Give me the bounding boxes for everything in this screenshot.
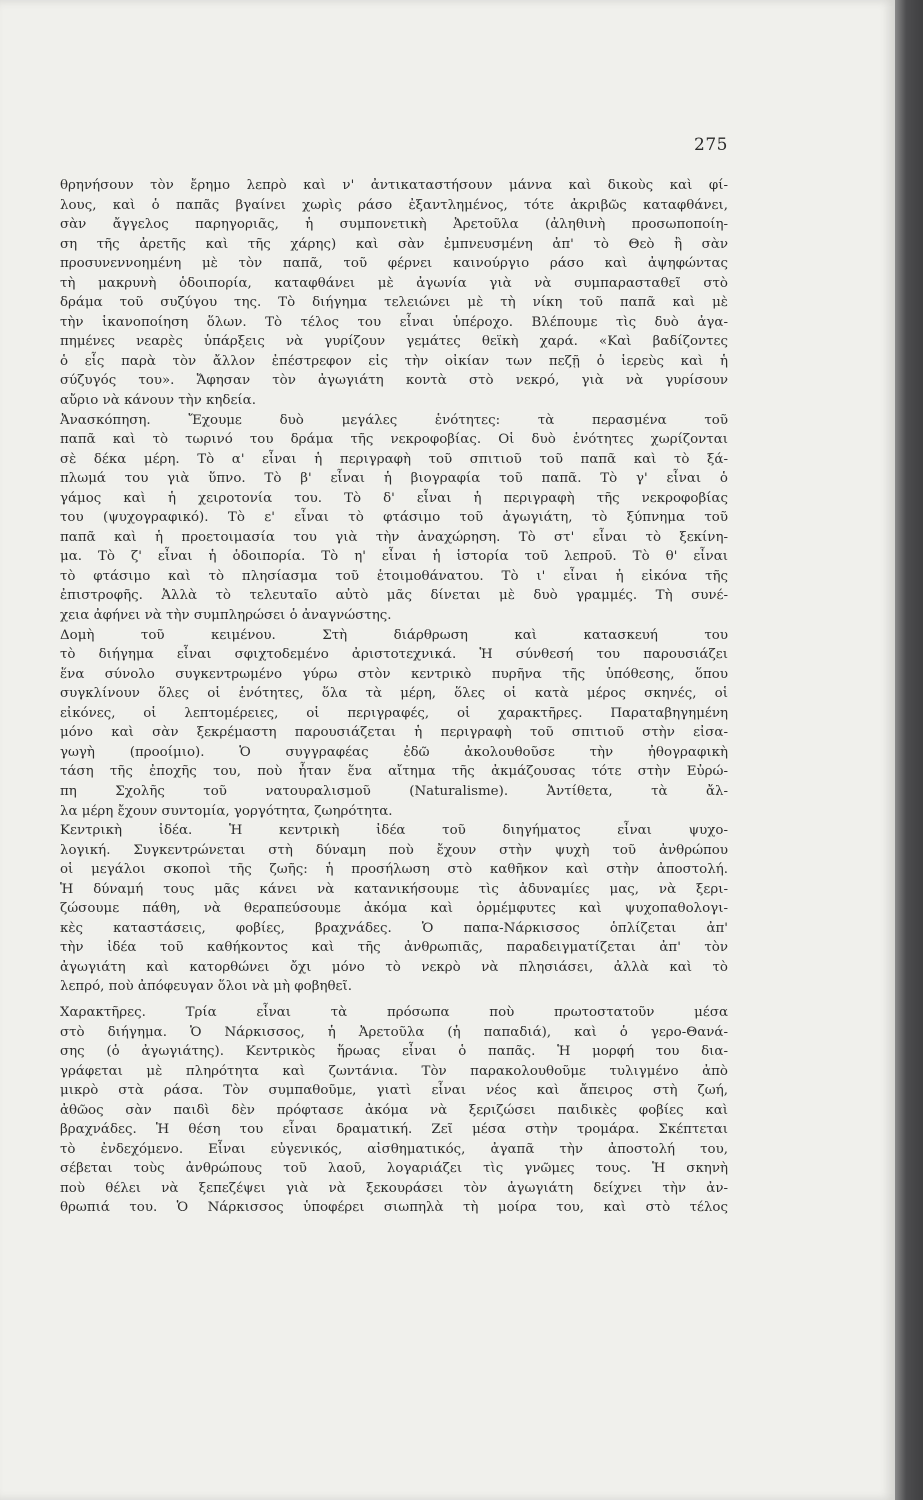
text-line: χεια ἀφήνει νὰ τὴν συμπληρώσει ὁ ἀναγνώστης.: [60, 608, 392, 624]
text-line: τὴν ἱκανοποίηση ὅλων. Τὸ τέλος του εἶναι ὑπέροχο. Βλέπουμε τὶς δυὸ ἀγα-: [60, 314, 728, 330]
text-line: γωγὴ (προοίμιο). Ὁ συγγραφέας ἐδῶ ἀκολουθοῦσε τὴν ἠθογραφικὴ: [60, 744, 728, 760]
text-line: πη Σχολῆς τοῦ νατουραλισμοῦ (Naturalisme). Ἀντίθετα, τὰ ἄλ-: [60, 783, 728, 799]
text-line: σης (ὁ ἀγωγιάτης). Κεντρικὸς ἥρωας εἶναι ὁ παπᾶς. Ἡ μορφή του δια-: [60, 1044, 728, 1060]
page-edge-shadow: [895, 0, 923, 1500]
text-line: τὸ διήγημα εἶναι σφιχτοδεμένο ἀριστοτεχνικά. Ἡ σύνθεσή του παρουσιάζει: [60, 647, 728, 663]
section-heading-line: Χαρακτῆρες. Τρία εἶναι τὰ πρόσωπα ποὺ πρωτοστατοῦν μέσα: [60, 1004, 728, 1020]
text-line: ζώσουμε πάθη, νὰ θεραπεύσουμε ἀκόμα καὶ ὁρμέμφυτες καὶ ψυχοπαθολογι-: [60, 901, 728, 917]
text-line: θρωπιά του. Ὁ Νάρκισσος ὑποφέρει σιωπηλὰ τὴ μοίρα του, καὶ στὸ τέλος: [60, 1200, 728, 1216]
text-line: ποὺ θέλει νὰ ξεπεζέψει γιὰ νὰ ξεκουράσει τὸν ἀγωγιάτη δείχνει τὴν ἀν-: [60, 1180, 728, 1196]
text-line: οἱ μεγάλοι σκοποὶ τῆς ζωῆς: ἡ προσήλωση στὸ καθῆκον καὶ στὴν ἀποστολή.: [60, 862, 728, 878]
text-line: αὔριο νὰ κάνουν τὴν κηδεία.: [60, 393, 256, 409]
text-line: ὁ εἷς παρὰ τὸν ἄλλον ἐπέστρεφον εἰς τὴν οἰκίαν των πεζῇ ὁ ἱερεὺς καὶ ἡ: [60, 353, 728, 369]
text-line: σὰν ἄγγελος παρηγοριᾶς, ἡ συμπονετικὴ Ἀρετοῦλα (ἀληθινὴ προσωποποίη-: [60, 217, 728, 233]
text-line: σύζυγός του». Ἄφησαν τὸν ἀγωγιάτη κοντὰ στὸ νεκρό, γιὰ νὰ γυρίσουν: [60, 373, 728, 389]
text-line: δράμα τοῦ συζύγου της. Τὸ διήγημα τελειώνει μὲ τὴ νίκη τοῦ παπᾶ καὶ μὲ: [60, 295, 728, 311]
text-line: πημένες νεαρὲς ὑπάρξεις νὰ γυρίζουν γεμάτες θεϊκὴ χαρά. «Καὶ βαδίζοντες: [60, 334, 728, 350]
text-line: τὴν ἰδέα τοῦ καθήκοντος καὶ τῆς ἀνθρωπιᾶς, παραδειγματίζεται ἀπ' τὸν: [60, 940, 728, 956]
text-line: Ἡ δύναμή τους μᾶς κάνει νὰ κατανικήσουμε τὶς ἀδυναμίες μας, νὰ ξερι-: [60, 881, 728, 897]
text-line: ἀθῶος σὰν παιδὶ δὲν πρόφτασε ἀκόμα νὰ ξεριζώσει παιδικὲς φοβίες καὶ: [60, 1102, 728, 1118]
text-line: γάμος καὶ ἡ χειροτονία του. Τὸ δ' εἶναι ἡ περιγραφὴ τῆς νεκροφοβίας: [60, 490, 728, 506]
text-line: βραχνάδες. Ἡ θέση του εἶναι δραματική. Ζεῖ μέσα στὴν τρομάρα. Σκέπτεται: [60, 1122, 728, 1138]
text-line: θρηνήσουν τὸν ἔρημο λεπρὸ καὶ ν' ἀντικαταστήσουν μάννα καὶ δικοὺς καὶ φί-: [60, 178, 728, 193]
text-line: στὸ διήγημα. Ὁ Νάρκισσος, ἡ Ἀρετοῦλα (ἡ παπαδιά), καὶ ὁ γερο-Θανά-: [60, 1024, 728, 1040]
section-heading-line: Ἀνασκόπηση. Ἔχουμε δυὸ μεγάλες ἑνότητες: τὰ περασμένα τοῦ: [60, 412, 728, 428]
text-line: ἀγωγιάτη καὶ κατορθώνει ὄχι μόνο τὸ νεκρὸ νὰ πλησιάσει, ἀλλὰ καὶ τὸ: [60, 959, 728, 975]
body-text: [60, 176, 728, 1218]
text-line: λογική. Συγκεντρώνεται στὴ δύναμη ποὺ ἔχουν στὴν ψυχὴ τοῦ ἀνθρώπου: [60, 842, 728, 858]
text-line: ἕνα σύνολο συγκεντρωμένο γύρω στὸν κεντρικὸ πυρῆνα τῆς ὑπόθεσης, ὅπου: [60, 666, 728, 682]
text-line: πλωμά του γιὰ ὕπνο. Τὸ β' εἶναι ἡ βιογραφία τοῦ παπᾶ. Τὸ γ' εἶναι ὁ: [60, 471, 728, 487]
text-line: παπᾶ καὶ τὸ τωρινό του δράμα τῆς νεκροφοβίας. Οἱ δυὸ ἑνότητες χωρίζονται: [60, 432, 728, 448]
text-line: γράφεται μὲ πληρότητα καὶ ζωντάνια. Τὸν παρακολουθοῦμε τυλιγμένο ἀπὸ: [60, 1063, 728, 1079]
text-line: ἐπιστροφῆς. Ἀλλὰ τὸ τελευταῖο αὐτὸ μᾶς δίνεται μὲ δυὸ γραμμές. Τὴ συνέ-: [60, 588, 728, 604]
text-line: μόνο καὶ σὰν ξεκρέμαστη παρουσιάζεται ἡ περιγραφὴ τοῦ σπιτιοῦ στὴν εἰσα-: [60, 725, 728, 741]
text-line: τὴ μακρυνὴ ὁδοιπορία, καταφθάνει μὲ ἀγωνία γιὰ νὰ συμπαρασταθεῖ στὸ: [60, 275, 728, 291]
text-line: μα. Τὸ ζ' εἶναι ἡ ὁδοιπορία. Τὸ η' εἶναι ἡ ἱστορία τοῦ λεπροῦ. Τὸ θ' εἶναι: [60, 549, 728, 565]
page-number: 275: [694, 135, 728, 155]
text-line: σέβεται τοὺς ἀνθρώπους τοῦ λαοῦ, λογαριάζει τὶς γνῶμες τους. Ἡ σκηνὴ: [60, 1161, 728, 1177]
text-line: τὸ φτάσιμο καὶ τὸ πλησίασμα τοῦ ἑτοιμοθάνατου. Τὸ ι' εἶναι ἡ εἰκόνα τῆς: [60, 568, 728, 584]
text-line: τάση τῆς ἐποχῆς του, ποὺ ἦταν ἕνα αἴτημα τῆς ἀκμάζουσας τότε στὴν Εὐρώ-: [60, 764, 728, 780]
text-line: σὲ δέκα μέρη. Τὸ α' εἶναι ἡ περιγραφὴ τοῦ σπιτιοῦ τοῦ παπᾶ καὶ τὸ ξά-: [60, 451, 728, 467]
text-line: λεπρό, ποὺ ἀπόφευγαν ὅλοι νὰ μὴ φοβηθεῖ.: [60, 979, 352, 995]
text-line: ση τῆς ἀρετῆς καὶ τῆς χάρης) καὶ σὰν ἐμπνευσμένη ἀπ' τὸ Θεὸ ἢ σὰν: [60, 236, 728, 252]
text-line: κὲς καταστάσεις, φοβίες, βραχνάδες. Ὁ παπα-Νάρκισσος ὁπλίζεται ἀπ': [60, 920, 728, 936]
text-line: τὸ ἐνδεχόμενο. Εἶναι εὐγενικός, αἰσθηματικός, ἀγαπᾶ τὴν ἀποστολή του,: [60, 1141, 728, 1157]
text-line: λους, καὶ ὁ παπᾶς βγαίνει χωρὶς ράσο ἐξαντλημένος, τότε ἀκριβῶς καταφθάνει,: [60, 197, 728, 213]
text-line: παπᾶ καὶ ἡ προετοιμασία του γιὰ τὴν ἀναχώρηση. Τὸ στ' εἶναι τὸ ξεκίνη-: [60, 529, 728, 545]
text-line: μικρὸ στὰ ράσα. Τὸν συμπαθοῦμε, γιατὶ εἶναι νέος καὶ ἄπειρος στὴ ζωή,: [60, 1083, 728, 1099]
text-line: του (ψυχογραφικό). Τὸ ε' εἶναι τὸ φτάσιμο τοῦ ἀγωγιάτη, τὸ ξύπνημα τοῦ: [60, 510, 728, 526]
section-heading-line: Κεντρικὴ ἰδέα. Ἡ κεντρικὴ ἰδέα τοῦ διηγήματος εἶναι ψυχο-: [60, 823, 728, 839]
text-line: εἰκόνες, οἱ λεπτομέρειες, οἱ περιγραφές, οἱ χαρακτῆρες. Παραταβηγημένη: [60, 705, 728, 721]
text-line: προσυνεννοημένη μὲ τὸν παπᾶ, τοῦ φέρνει καινούργιο ράσο καὶ ἀψηφώντας: [60, 256, 728, 272]
text-line: συγκλίνουν ὅλες οἱ ἑνότητες, ὅλα τὰ μέρη, ὅλες οἱ κατὰ μέρος σκηνές, οἱ: [60, 686, 728, 702]
text-line: λα μέρη ἔχουν συντομία, γοργότητα, ζωηρότητα.: [60, 803, 393, 819]
section-heading-line: Δομὴ τοῦ κειμένου. Στὴ διάρθρωση καὶ κατασκευή του: [60, 627, 728, 643]
